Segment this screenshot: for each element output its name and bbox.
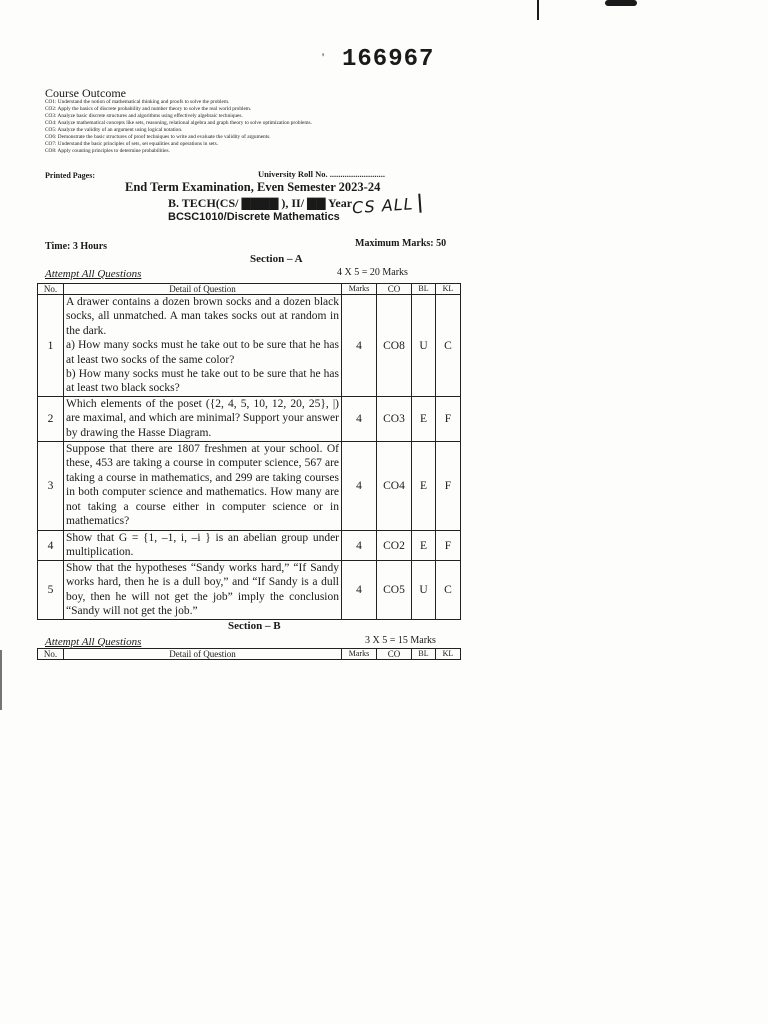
course-outcome-item: CO1: Understand the notion of mathematical thinking and proofs to solve the problem. (45, 99, 230, 105)
column-header-detail: Detail of Question (64, 284, 342, 295)
question-text: Show that G = {1, –1, i, –i } is an abelian group under multiplication. (66, 532, 339, 559)
question-co: CO3 (377, 397, 412, 442)
column-header-no: No. (38, 284, 64, 295)
question-marks: 4 (342, 561, 377, 620)
question-text: Which elements of the poset ({2, 4, 5, 10, 12, 20, 25}, |) are maximal, and which are minimal? Support your answer by drawing the Hasse Diagram. (66, 398, 339, 439)
printed-pages: Printed Pages: (45, 171, 95, 180)
question-co: CO5 (377, 561, 412, 620)
course-outcome-item: CO6: Demonstrate the basic structures of proof techniques to write and evaluate the validity of arguments. (45, 134, 271, 140)
section-a-title: Section – A (250, 253, 303, 265)
section-b-question-table (37, 648, 461, 660)
course-outcome-item: CO5: Analyze the validity of an argument using logical notation. (45, 127, 183, 133)
section-a-marks-scheme: 4 X 5 = 20 Marks (337, 267, 408, 278)
top-mark: ' (322, 50, 325, 64)
column-header-bl: BL (412, 284, 436, 295)
exam-title: End Term Examination, Even Semester 2023-24 (125, 180, 381, 194)
column-header-kl: KL (436, 284, 461, 295)
question-row (38, 295, 461, 397)
question-text: Suppose that there are 1807 freshmen at your school. Of these, 453 are taking a course in computer science, 567 are taking a course in mathematics, and 299 are taking courses in both computer science and mathematics. How many are not taking a course either in computer science or in mathematics? (66, 443, 339, 528)
question-marks: 4 (342, 531, 377, 561)
question-number: 5 (38, 561, 64, 620)
question-detail (64, 531, 342, 561)
question-detail (64, 295, 342, 397)
question-detail (64, 561, 342, 620)
section-b-marks-scheme: 3 X 5 = 15 Marks (365, 635, 436, 646)
section-a-instruction: Attempt All Questions (45, 268, 142, 280)
column-header-co: CO (377, 649, 412, 660)
section-a-question-table (37, 283, 461, 620)
question-co: CO8 (377, 295, 412, 397)
question-marks: 4 (342, 442, 377, 531)
scan-mark-top (537, 0, 539, 20)
course-outcome-list (45, 99, 475, 155)
column-header-bl: BL (412, 649, 436, 660)
program-name: B. TECH(CS/ ▇▇▇▇ ), II/ ▇▇ Year (168, 196, 353, 210)
section-b-title: Section – B (228, 620, 281, 632)
question-kl: C (436, 561, 461, 620)
question-row (38, 397, 461, 442)
question-bl: U (412, 561, 436, 620)
exam-time: Time: 3 Hours (45, 241, 108, 252)
column-header-kl: KL (436, 649, 461, 660)
question-bl: E (412, 397, 436, 442)
university-roll-no: University Roll No. .......................... (258, 169, 386, 179)
scan-smudge-top-right (605, 0, 637, 6)
course-outcome-title: Course Outcome (45, 86, 126, 100)
question-marks: 4 (342, 397, 377, 442)
question-detail (64, 397, 342, 442)
column-header-no: No. (38, 649, 64, 660)
question-text: A drawer contains a dozen brown socks and a dozen black socks, all unmatched. A man takes socks out at random in the dark. a) How many socks must he take out to be sure that he has at least two socks of the same color? b) How many socks must he take out to be sure that he has at least two black socks? (66, 296, 339, 395)
column-header-marks: Marks (342, 649, 377, 660)
table-header-row (38, 649, 461, 660)
question-number: 1 (38, 295, 64, 397)
course-outcome-item: CO8: Apply counting principles to determine probabilities. (45, 148, 170, 154)
course-name: BCSC1010/Discrete Mathematics (168, 211, 340, 223)
question-row (38, 442, 461, 531)
question-bl: E (412, 531, 436, 561)
column-header-co: CO (377, 284, 412, 295)
question-number: 3 (38, 442, 64, 531)
question-bl: U (412, 295, 436, 397)
column-header-marks: Marks (342, 284, 377, 295)
section-b-instruction: Attempt All Questions (45, 636, 142, 648)
question-kl: F (436, 442, 461, 531)
question-row (38, 561, 461, 620)
course-outcome-item: CO4: Analyze mathematical concepts like sets, reasoning, relational algebra and graph theory to solve optimization problems. (45, 120, 312, 126)
course-outcome-item: CO3: Analyze basic discrete structures and algorithms using effectively algebraic techniques. (45, 113, 243, 119)
question-kl: F (436, 531, 461, 561)
scan-edge-left (0, 650, 2, 710)
question-marks: 4 (342, 295, 377, 397)
paper-id: 166967 (342, 46, 435, 73)
question-number: 2 (38, 397, 64, 442)
course-outcome-item: CO2: Apply the basics of discrete probability and number theory to solve the real world problem. (45, 106, 252, 112)
maximum-marks: Maximum Marks: 50 (355, 238, 447, 249)
question-co: CO4 (377, 442, 412, 531)
table-header-row (38, 284, 461, 295)
question-detail (64, 442, 342, 531)
handwritten-note: CS ALL (351, 194, 422, 218)
question-bl: E (412, 442, 436, 531)
question-kl: F (436, 397, 461, 442)
column-header-detail: Detail of Question (64, 649, 342, 660)
question-co: CO2 (377, 531, 412, 561)
question-kl: C (436, 295, 461, 397)
question-text: Show that the hypotheses “Sandy works hard,” “If Sandy works hard, then he is a dull boy,” and “If Sandy is a dull boy, then he will not get the job” imply the conclusion “Sandy will not get the job.” (66, 562, 339, 618)
question-number: 4 (38, 531, 64, 561)
course-outcome-item: CO7: Understand the basic principles of sets, set equalities and operations in sets. (45, 141, 218, 147)
question-row (38, 531, 461, 561)
